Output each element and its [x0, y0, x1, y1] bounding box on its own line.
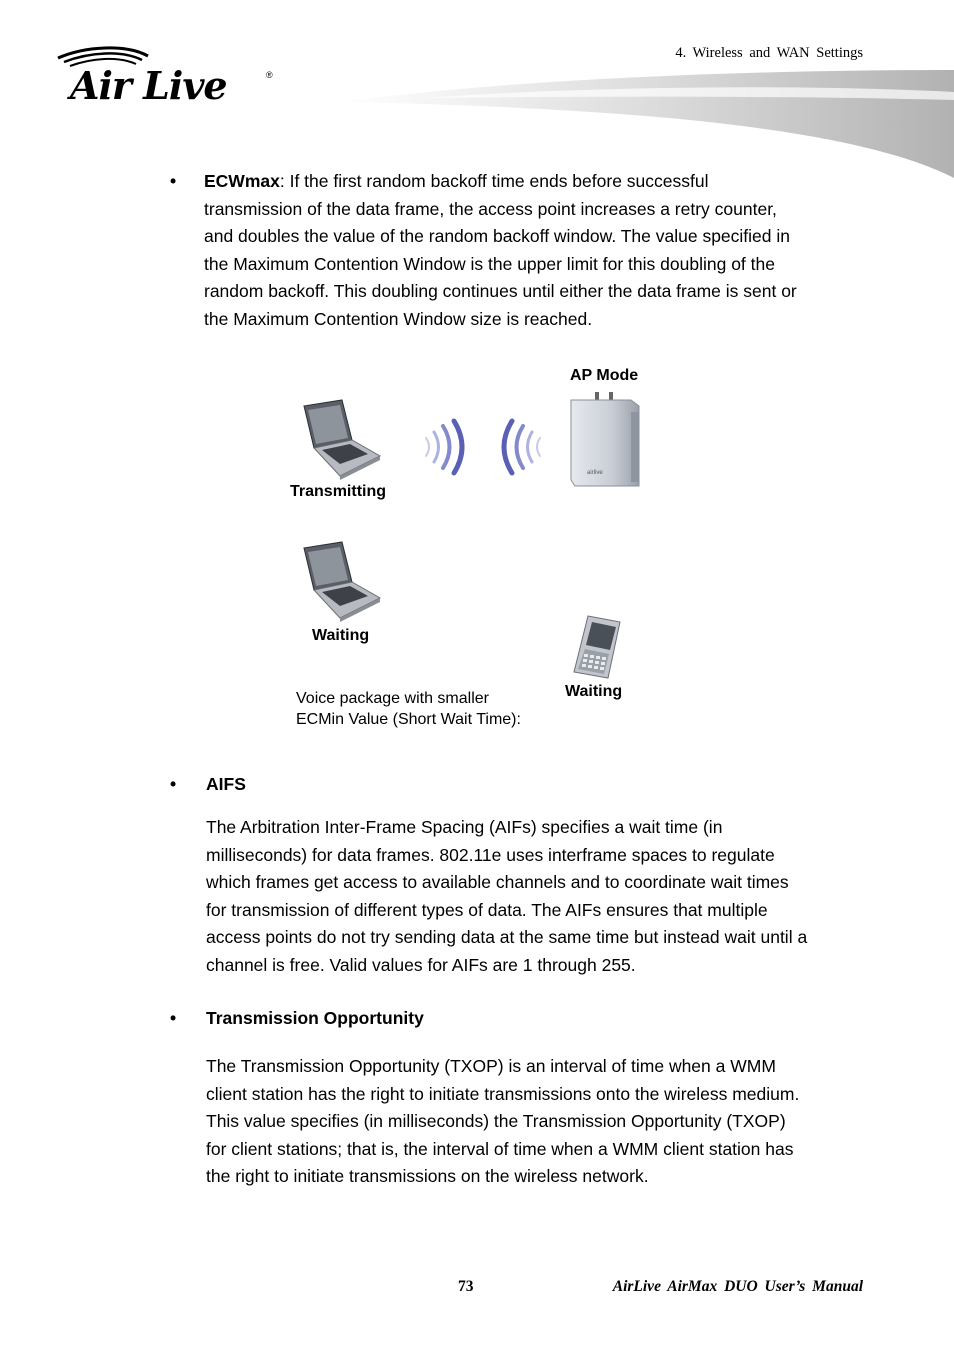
laptop-waiting-icon — [298, 540, 384, 622]
aifs-line-2: milliseconds) for data frames. 802.11e uses interframe spaces to regulate — [206, 844, 775, 865]
txop-line-5: the right to initiate transmissions on the wireless network. — [206, 1166, 649, 1187]
aifs-heading: AIFS — [206, 774, 246, 794]
waiting-label-laptop: Waiting — [312, 627, 370, 644]
voice-package-note — [296, 688, 521, 730]
aifs-line-5: access points do not try sending data at the same time but instead wait until a — [206, 927, 808, 948]
registered-mark: ® — [266, 70, 273, 80]
ecwmax-line-2: transmission of the data frame, the access point increases a retry counter, — [204, 198, 777, 219]
page-number: 73 — [458, 1278, 474, 1295]
txop-paragraph — [206, 1053, 799, 1191]
logo-text: Air Live — [70, 63, 227, 108]
aifs-paragraph — [206, 814, 807, 980]
aifs-line-4: for transmission of different types of data. The AIFs ensures that multiple — [206, 899, 768, 920]
txop-line-1: The Transmission Opportunity (TXOP) is an interval of time when a WMM — [206, 1056, 776, 1076]
ecwmax-line-3: and doubles the value of the random backoff window. The value specified in — [204, 226, 790, 247]
section-title: 4. Wireless and WAN Settings — [675, 45, 863, 61]
aifs-line-3: which frames get access to available channels and to coordinate wait times — [206, 872, 789, 893]
ecwmax-line-4: the Maximum Contention Window is the upper limit for this doubling of the — [204, 253, 775, 274]
smartphone-icon — [568, 614, 628, 680]
bullet-ecwmax: • — [170, 171, 177, 191]
airlive-logo — [56, 44, 286, 106]
txop-line-3: This value specifies (in milliseconds) the Transmission Opportunity (TXOP) — [206, 1111, 786, 1132]
ap-mode-label: AP Mode — [570, 367, 639, 384]
txop-line-2: client station has the right to initiate transmissions onto the wireless medium. — [206, 1083, 800, 1104]
aifs-line-1: The Arbitration Inter-Frame Spacing (AIFs) specifies a wait time (in — [206, 817, 723, 837]
wireless-signal-icon — [418, 418, 548, 476]
transmitting-label: Transmitting — [290, 483, 387, 500]
ecwmax-line-1 — [204, 168, 797, 196]
svg-text:airlive: airlive — [587, 470, 603, 476]
aifs-line-6: channel is free. Valid values for AIFs are 1 through 255. — [206, 954, 636, 975]
bullet-aifs: • — [170, 774, 177, 794]
manual-title: AirLive AirMax DUO User’s Manual — [612, 1278, 863, 1295]
ecwmax-term: ECWmax — [204, 171, 280, 191]
bullet-txop: • — [170, 1008, 177, 1028]
laptop-transmitting-icon — [298, 398, 384, 480]
ecwmax-paragraph — [204, 168, 797, 334]
voice-note-line-2: ECMin Value (Short Wait Time): — [296, 711, 521, 728]
ecwmax-text-first: : If the first random backoff time ends before successful — [279, 171, 709, 191]
ecwmax-line-5: random backoff. This doubling continues until either the data frame is sent or — [204, 281, 797, 302]
txop-heading: Transmission Opportunity — [206, 1008, 424, 1028]
ecwmax-line-6: the Maximum Contention Window size is reached. — [204, 308, 593, 329]
access-point-icon — [565, 392, 645, 492]
waiting-label-phone: Waiting — [565, 683, 623, 700]
txop-line-4: for client stations; that is, the interval of time when a WMM client station has — [206, 1138, 794, 1159]
voice-note-line-1: Voice package with smaller — [296, 690, 489, 707]
